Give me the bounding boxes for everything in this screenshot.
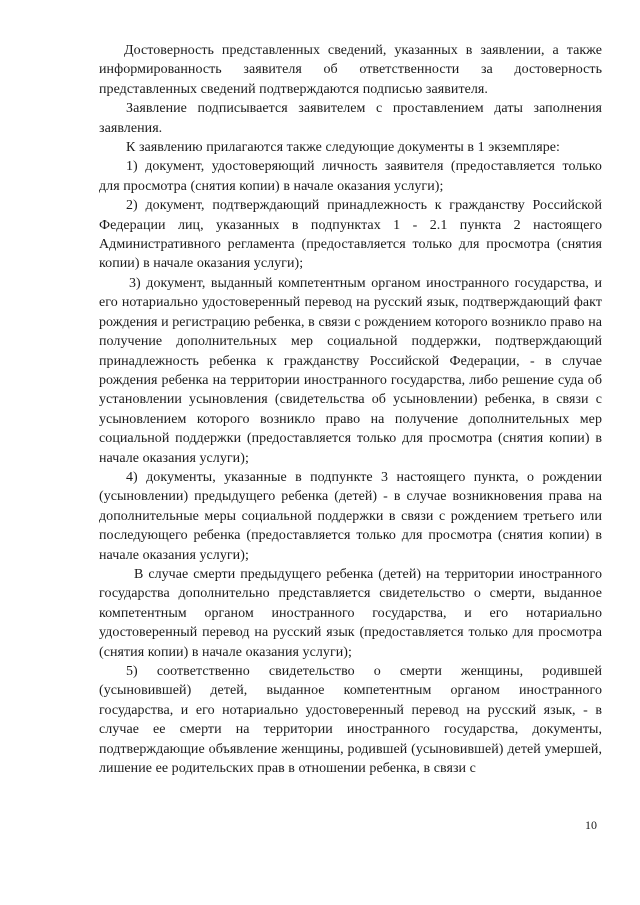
document-body (99, 41, 602, 778)
paragraph-death-certificate-note: В случае смерти предыдущего ребенка (детей) на территории иностранного государства дополнительно представляется свидетельство о смерти, выданное компетентным органом иностранного государства, и его нотариально удостоверенный перевод на русский язык (предоставляется только для просмотра (снятия копии) в начале оказания услуги); (99, 566, 602, 660)
list-item-3-foreign-birth-document: 3) документ, выданный компетентным органом иностранного государства, и его нотариально удостоверенный перевод на русский язык, подтверждающий факт рождения и регистрацию ребенка, в связи с рождением которого возникло право на получение дополнительных мер социальной поддержки, подтверждающий принадлежность ребенка к гражданству Российской Федерации, - в случае рождения ребенка на территории иностранного государства, либо решение суда об установлении усыновления (свидетельства об усыновлении) ребенка, в связи с усыновлением которого возникло право на получение дополнительных мер социальной поддержки (предоставляется только для просмотра (снятия копии) в начале оказания услуги); (99, 275, 602, 466)
list-item-2-citizenship-document: 2) документ, подтверждающий принадлежность к гражданству Российской Федерации лиц, указанных в подпунктах 1 - 2.1 пункта 2 настоящего Административного регламента (предоставляется только для просмотра (снятия копии) в начале оказания услуги); (99, 198, 602, 272)
paragraph-application-signing: Заявление подписывается заявителем с проставлением даты заполнения заявления. (99, 101, 602, 136)
paragraph-signature-confirmation: Достоверность представленных сведений, указанных в заявлении, а также информированность заявителя об ответственности за достоверность представленных сведений подтверждаются подписью заявителя. (99, 43, 602, 97)
paragraph-attached-documents-intro: К заявлению прилагаются также следующие документы в 1 экземпляре: (126, 140, 560, 156)
list-item-5-mother-death-certificate: 5) соответственно свидетельство о смерти женщины, родившей (усыновившей) детей, выданное компетентным органом иностранного государства, и его нотариально удостоверенный перевод на русский язык, - в случае ее смерти на территории иностранного государства, документы, подтверждающие объявление женщины, родившей (усыновившей) детей умершей, лишение ее родительских прав в отношении ребенка, в связи с (99, 664, 602, 777)
list-item-4-previous-child-documents: 4) документы, указанные в подпункте 3 настоящего пункта, о рождении (усыновлении) предыдущего ребенка (детей) - в случае возникновения права на дополнительные меры социальной поддержки в связи с рождением третьего или последующего ребенка (предоставляется только для просмотра (снятия копии) в начале оказания услуги); (99, 469, 602, 563)
list-item-1-identity-document: 1) документ, удостоверяющий личность заявителя (предоставляется только для просмотра (снятия копии) в начале оказания услуги); (99, 159, 602, 194)
page-number: 10 (585, 818, 597, 832)
